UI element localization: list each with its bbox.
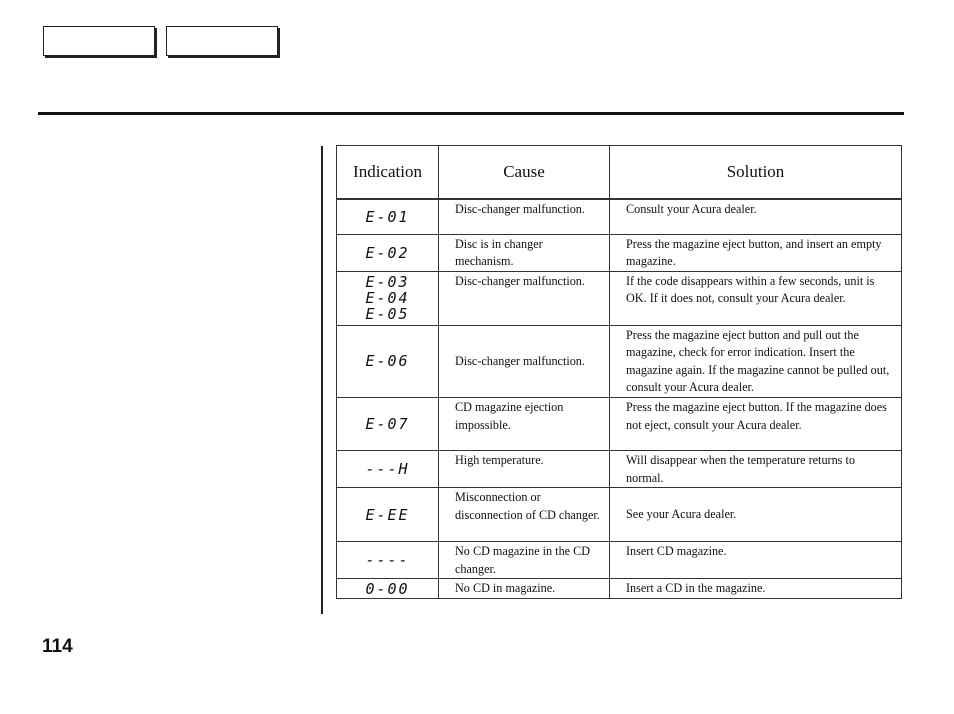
indication-cell xyxy=(337,325,439,397)
table-row xyxy=(337,451,902,488)
error-code: E-04 xyxy=(365,289,410,308)
cause-cell: Disc-changer malfunction. xyxy=(439,271,610,325)
indication-cell xyxy=(337,199,439,234)
cause-cell: Disc-changer malfunction. xyxy=(439,199,610,234)
header-rule xyxy=(38,112,904,115)
cause-cell: High temperature. xyxy=(439,451,610,488)
error-code: ---- xyxy=(365,551,410,570)
error-code: E-03 xyxy=(365,273,410,292)
error-code: E-05 xyxy=(365,305,410,324)
error-code: E-01 xyxy=(365,207,410,226)
cause-cell: No CD in magazine. xyxy=(439,579,610,599)
solution-cell: See your Acura dealer. xyxy=(610,488,902,542)
cause-cell: Disc-changer malfunction. xyxy=(439,325,610,397)
header-indication: Indication xyxy=(337,146,439,200)
solution-cell: Press the magazine eject button. If the magazine does not eject, consult your Acura dealer. xyxy=(610,398,902,451)
header-cause: Cause xyxy=(439,146,610,200)
nav-button-previous[interactable] xyxy=(43,26,155,56)
table-header-row xyxy=(337,146,902,200)
solution-cell: Insert a CD in the magazine. xyxy=(610,579,902,599)
solution-cell: Consult your Acura dealer. xyxy=(610,199,902,234)
error-code-table xyxy=(336,145,902,599)
error-code: 0-00 xyxy=(365,579,410,598)
solution-cell: Will disappear when the temperature returns to normal. xyxy=(610,451,902,488)
error-code: ---H xyxy=(365,460,410,479)
indication-cell xyxy=(337,488,439,542)
cause-cell: Disc is in changer mechanism. xyxy=(439,234,610,271)
indication-cell xyxy=(337,579,439,599)
indication-cell xyxy=(337,451,439,488)
page-number: 114 xyxy=(42,636,73,657)
solution-cell: Press the magazine eject button and pull out the magazine, check for error indication. Insert the magazine again. If the magazine cannot be pulled out, consult your Acura dealer. xyxy=(610,325,902,397)
error-code: E-EE xyxy=(365,505,410,524)
header-solution: Solution xyxy=(610,146,902,200)
table-row xyxy=(337,271,902,325)
cause-cell: No CD magazine in the CD changer. xyxy=(439,542,610,579)
indication-cell xyxy=(337,398,439,451)
cause-cell: Misconnection or disconnection of CD changer. xyxy=(439,488,610,542)
table-row xyxy=(337,542,902,579)
solution-cell: Press the magazine eject button, and insert an empty magazine. xyxy=(610,234,902,271)
indication-cell xyxy=(337,234,439,271)
table-row xyxy=(337,325,902,397)
table-row xyxy=(337,234,902,271)
table-row xyxy=(337,488,902,542)
nav-button-next[interactable] xyxy=(166,26,278,56)
indication-cell xyxy=(337,271,439,325)
error-code: E-07 xyxy=(365,415,410,434)
table-row xyxy=(337,579,902,599)
error-code: E-06 xyxy=(365,352,410,371)
table-row xyxy=(337,398,902,451)
solution-cell: If the code disappears within a few seconds, unit is OK. If it does not, consult your Acura dealer. xyxy=(610,271,902,325)
error-code: E-02 xyxy=(365,243,410,262)
solution-cell: Insert CD magazine. xyxy=(610,542,902,579)
cause-cell: CD magazine ejection impossible. xyxy=(439,398,610,451)
indication-cell xyxy=(337,542,439,579)
margin-rule xyxy=(321,146,323,614)
table-row xyxy=(337,199,902,234)
